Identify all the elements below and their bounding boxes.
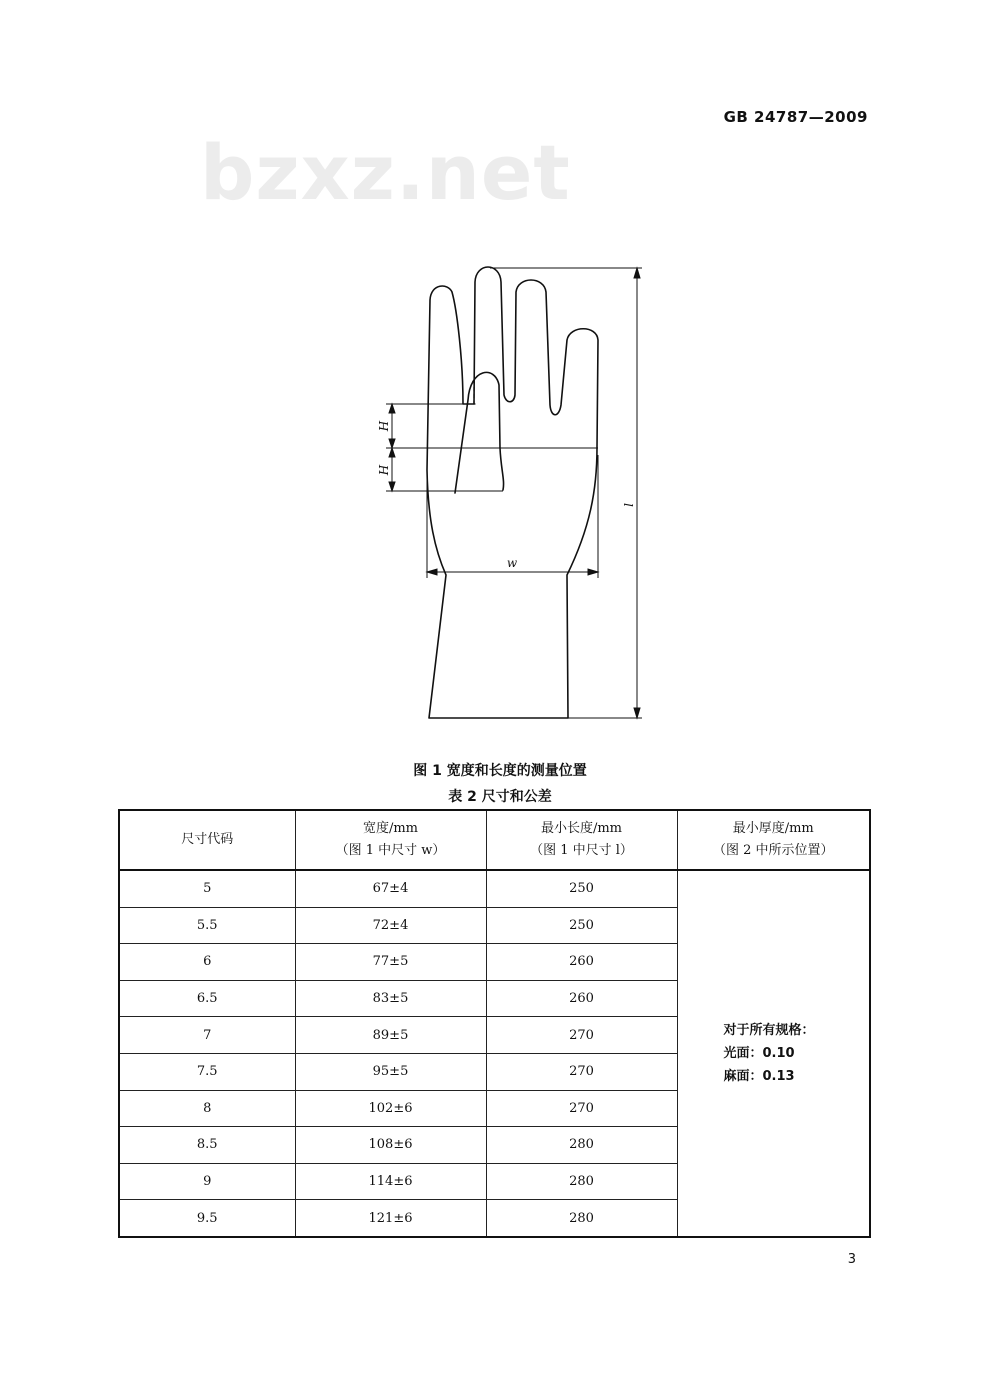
cell-size: 8.5 bbox=[119, 1127, 295, 1164]
cell-width: 121±6 bbox=[295, 1200, 486, 1237]
glove-outline bbox=[427, 267, 598, 718]
cell-min-length: 280 bbox=[486, 1163, 677, 1200]
label-w: w bbox=[506, 556, 518, 570]
cell-size: 6 bbox=[119, 944, 295, 981]
cell-min-length: 270 bbox=[486, 1017, 677, 1054]
cell-width: 114±6 bbox=[295, 1163, 486, 1200]
cell-width: 102±6 bbox=[295, 1090, 486, 1127]
figure-caption: 图 1 宽度和长度的测量位置 bbox=[413, 763, 587, 779]
header-min-thickness-sub: （图 2 中所示位置） bbox=[712, 843, 834, 858]
cell-width: 89±5 bbox=[295, 1017, 486, 1054]
header-size-code-label: 尺寸代码 bbox=[181, 832, 234, 847]
cell-size: 5 bbox=[119, 870, 295, 907]
cell-size: 5.5 bbox=[119, 907, 295, 944]
cell-thickness-note bbox=[677, 870, 870, 1237]
cell-min-length: 260 bbox=[486, 980, 677, 1017]
size-tolerance-table bbox=[118, 809, 871, 1238]
label-h-lower: H bbox=[377, 464, 391, 476]
cell-size: 9.5 bbox=[119, 1200, 295, 1237]
cell-min-length: 250 bbox=[486, 870, 677, 907]
cell-size: 6.5 bbox=[119, 980, 295, 1017]
watermark: bzxz.net bbox=[200, 128, 571, 217]
cell-size: 8 bbox=[119, 1090, 295, 1127]
cell-width: 77±5 bbox=[295, 944, 486, 981]
thickness-note-line1: 对于所有规格： bbox=[723, 1022, 815, 1038]
cell-width: 72±4 bbox=[295, 907, 486, 944]
cell-min-length: 260 bbox=[486, 944, 677, 981]
glove-measurement-figure bbox=[360, 260, 660, 730]
cell-width: 83±5 bbox=[295, 980, 486, 1017]
table-header-row bbox=[119, 810, 870, 870]
cell-size: 7 bbox=[119, 1017, 295, 1054]
cell-width: 95±5 bbox=[295, 1053, 486, 1090]
cell-min-length: 280 bbox=[486, 1200, 677, 1237]
cell-min-length: 270 bbox=[486, 1053, 677, 1090]
cell-min-length: 280 bbox=[486, 1127, 677, 1164]
table-row bbox=[119, 870, 870, 907]
header-min-thickness-label: 最小厚度/mm bbox=[732, 821, 814, 836]
header-width-sub: （图 1 中尺寸 w） bbox=[335, 843, 446, 858]
thickness-note-line2: 光面：0.10 bbox=[723, 1045, 795, 1061]
cell-size: 7.5 bbox=[119, 1053, 295, 1090]
standard-code: GB 24787—2009 bbox=[723, 108, 868, 126]
header-min-thickness bbox=[677, 810, 870, 870]
label-h-upper: H bbox=[377, 420, 391, 432]
header-width-label: 宽度/mm bbox=[362, 821, 419, 836]
label-l: l bbox=[622, 503, 636, 507]
header-size-code bbox=[119, 810, 295, 870]
thickness-note-line3: 麻面：0.13 bbox=[723, 1068, 795, 1084]
table-caption: 表 2 尺寸和公差 bbox=[448, 789, 552, 805]
page-number: 3 bbox=[847, 1252, 856, 1267]
cell-size: 9 bbox=[119, 1163, 295, 1200]
cell-width: 67±4 bbox=[295, 870, 486, 907]
header-min-length-label: 最小长度/mm bbox=[540, 821, 623, 836]
cell-width: 108±6 bbox=[295, 1127, 486, 1164]
header-width bbox=[295, 810, 486, 870]
cell-min-length: 250 bbox=[486, 907, 677, 944]
cell-min-length: 270 bbox=[486, 1090, 677, 1127]
header-min-length-sub: （图 1 中尺寸 l） bbox=[530, 843, 633, 858]
header-min-length bbox=[486, 810, 677, 870]
